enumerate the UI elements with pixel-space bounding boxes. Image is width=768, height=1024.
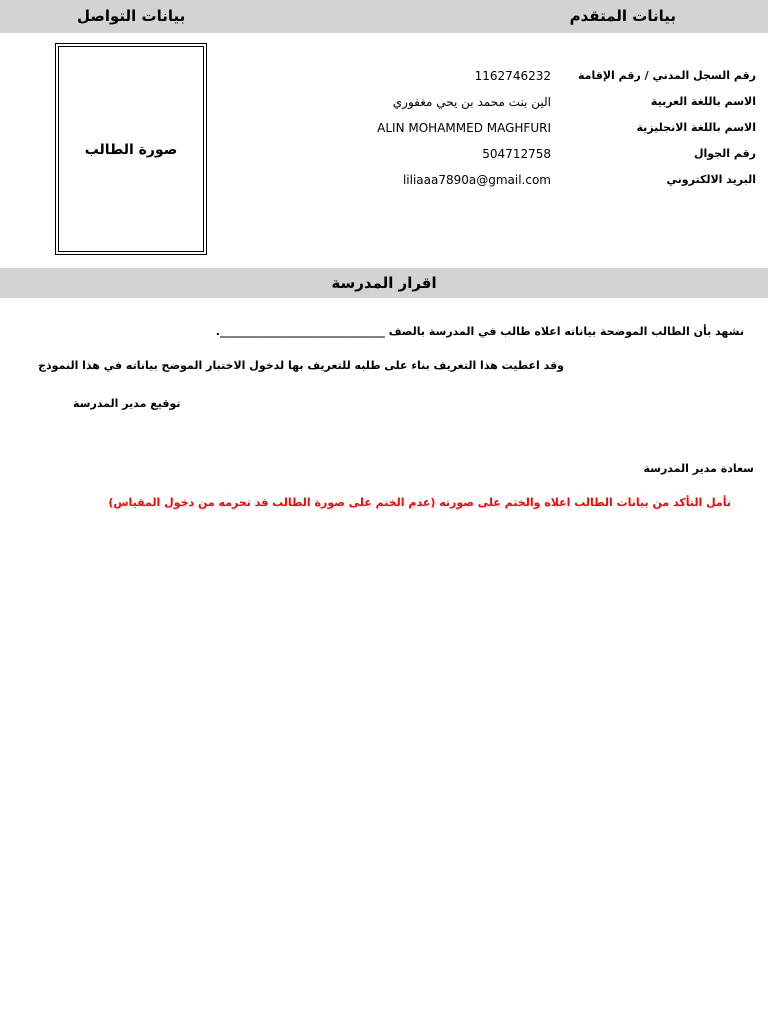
student-photo-frame bbox=[55, 43, 207, 255]
civil-id-label: رقم السجل المدني / رقم الإقامة bbox=[578, 69, 756, 82]
mobile-label: رقم الجوال bbox=[693, 147, 756, 160]
attestation-line: نشهد بأن الطالب الموضحة بياناته اعلاه طالب في المدرسة بالصف ______________________________. bbox=[215, 325, 744, 338]
mobile-value: 504712758 bbox=[482, 147, 551, 161]
applicant-section-title: بيانات المتقدم bbox=[569, 7, 676, 25]
arabic-name-label: الاسم باللغة العربية bbox=[650, 95, 756, 108]
student-photo-inner-frame bbox=[58, 46, 204, 252]
email-label: البريد الالكتروني bbox=[666, 173, 756, 186]
stamp-notice: نأمل التأكد من بيانات الطالب اعلاه والختم على صورته (عدم الختم على صورة الطالب قد تحرمه من دخول المقياس) bbox=[108, 496, 731, 509]
email-value: liliaaa7890a@gmail.com bbox=[402, 173, 551, 187]
purpose-line: وقد اعطيت هذا التعريف بناء على طلبه للتعريف بها لدخول الاختبار الموضح بياناته في هذا النموذج bbox=[38, 359, 564, 372]
addressee-line: سعادة مدير المدرسة bbox=[643, 462, 754, 475]
english-name-value: ALIN MOHAMMED MAGHFURI bbox=[377, 121, 551, 135]
school-section-title: اقرار المدرسة bbox=[331, 274, 437, 292]
arabic-name-value: الين بنت محمد بن يحي مغفوري bbox=[392, 95, 551, 109]
civil-id-value: 1162746232 bbox=[474, 69, 551, 83]
student-photo-label: صورة الطالب bbox=[84, 142, 178, 158]
english-name-label: الاسم باللغة الانجليزية bbox=[636, 121, 756, 134]
principal-signature-label: توقيع مدير المدرسة bbox=[73, 397, 181, 410]
contact-section-title: بيانات التواصل bbox=[77, 7, 186, 25]
